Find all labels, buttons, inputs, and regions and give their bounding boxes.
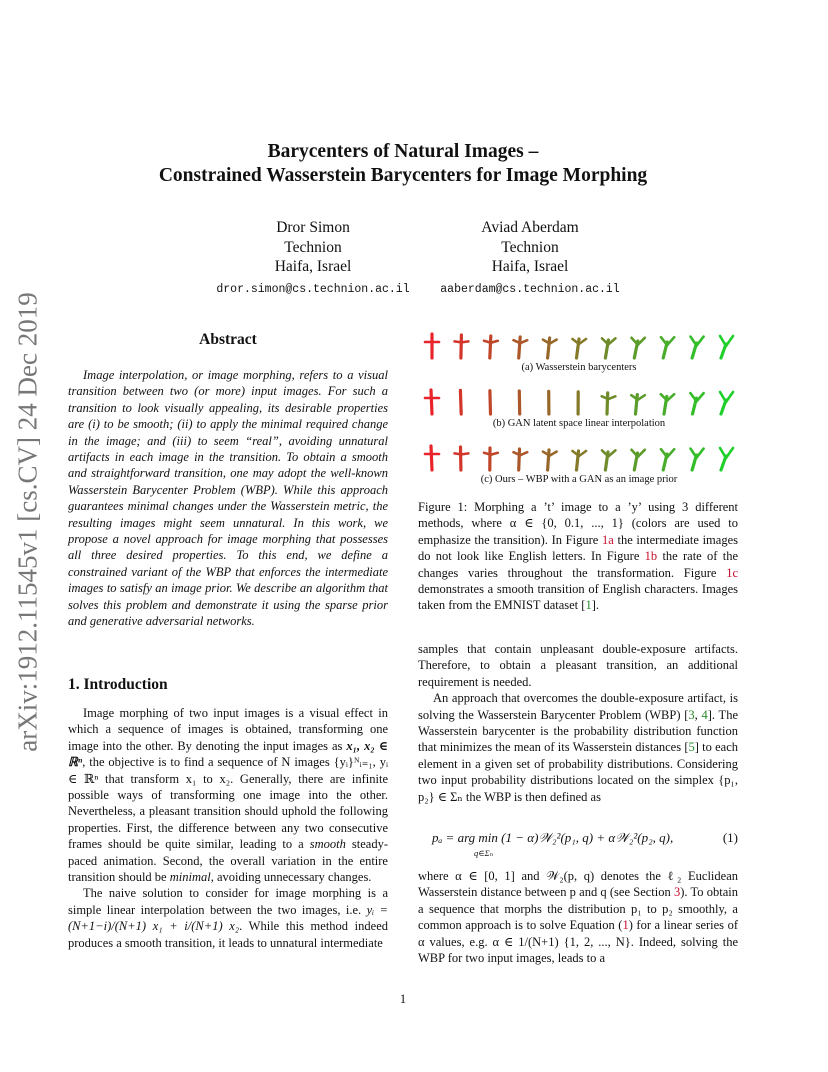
morph-glyph [455, 447, 469, 470]
figure-caption [418, 499, 738, 614]
intro-paragraph-2: The naive solution to consider for image morphing is a simple linear interpolation between the two images, i.e. yᵢ = (N+1−i)/(N+1) x₁ + i/(N+1) x₂. While this method indeed produces a smooth transition, it leads to unnatural intermediate [68, 886, 388, 950]
intro-left-column [68, 705, 388, 951]
intro-right-column [418, 641, 738, 805]
morph-glyph [490, 391, 491, 414]
intro-right-paragraph-2: An approach that overcomes the double-exposure artifact, is solving the Wasserstein Barycenter Problem (WBP) [3, 4]. The Wasserstein barycenter is the probability distribution function that minimizes the mean of its Wasserstein distances [5] to each element in a given set of probability distributions. Considering two input probability distributions located on the simplex {p₁, p₂} ∈ Σₙ the WBP is then defined as [418, 691, 739, 804]
caption-text: ]. [591, 598, 599, 613]
morph-glyph [691, 337, 704, 358]
author-email[interactable]: aaberdam@cs.technion.ac.il [440, 282, 620, 296]
morph-glyph [455, 335, 469, 358]
morph-glyph [602, 393, 616, 414]
figure-row-b [418, 386, 740, 418]
intro-right-column-continued [418, 868, 738, 966]
morph-glyph [484, 336, 498, 358]
author-block-2 [400, 218, 660, 299]
morph-glyph [720, 448, 733, 470]
citation-ref[interactable]: 5 [688, 740, 695, 755]
arxiv-stamp-text: arXiv:1912.11545v1 [cs.CV] 24 Dec 2019 [12, 292, 43, 752]
intro-right-paragraph-1: samples that contain unpleasant double-exposure artifacts. Therefore, to obtain a pleasant transition, an additional requirement is needed. [418, 642, 738, 689]
morph-glyph [425, 390, 439, 414]
citation-ref[interactable]: 4 [701, 707, 708, 722]
title-line-2: Constrained Wasserstein Barycenters for Image Morphing [158, 165, 648, 186]
morph-glyph [720, 336, 733, 358]
morph-glyph [690, 393, 703, 414]
morph-glyph [425, 446, 439, 470]
morph-glyph [691, 449, 704, 470]
equation-subscript: q∈Σₙ [474, 848, 494, 858]
citation-ref[interactable]: 3 [688, 707, 695, 722]
subcaption-c: (c) Ours – WBP with a GAN as an image prior [480, 474, 678, 485]
morph-glyph [661, 337, 674, 358]
equation-main: pₐ = arg min (1 − α)𝒲₂²(p₁, q) + α𝒲₂²(p₂, q), [432, 830, 674, 845]
subcaption-a: (a) Wasserstein barycenters [521, 362, 637, 373]
equation-ref[interactable]: 1 [622, 918, 629, 933]
author-affiliation: Technion [284, 238, 342, 256]
caption-text: the rate of the changes varies throughout the transformation. Figure [418, 549, 738, 580]
paper-title [0, 140, 806, 188]
author-name: Dror Simon [276, 219, 350, 236]
morph-glyph [484, 448, 498, 470]
morph-glyph [720, 392, 733, 414]
figure-ref-1a[interactable]: 1a [601, 532, 614, 547]
intro-paragraph-1: Image morphing of two input images is a visual effect in which a sequence of images is obtained, transforming one image into the other. By denoting the input images as x₁, x₂ ∈ ℝⁿ, the objective is to find a sequence of N images {yᵢ}ᴺᵢ₌₁, yᵢ ∈ ℝⁿ that transform x₁ to x₂. Generally, there are infinite possible ways of transforming one image into the other. Nevertheless, a pleasant transition should uphold the following properties. First, the difference between any two consecutive frames should be quite similar, leading to a smooth steady-paced animation. Second, the overall variation in the entire transition should be minimal, avoiding unnecessary changes. [68, 706, 388, 885]
author-affiliation: Technion [501, 238, 559, 256]
morph-glyph [661, 394, 674, 414]
figure-row-a [418, 330, 740, 362]
author-email[interactable]: dror.simon@cs.technion.ac.il [216, 282, 410, 296]
section-heading-introduction: 1. Introduction [68, 676, 168, 693]
figure-ref-1b[interactable]: 1b [644, 549, 658, 564]
morph-glyph [632, 338, 645, 358]
morph-glyph [514, 337, 528, 358]
equation-number: (1) [722, 830, 738, 845]
morph-glyph [602, 450, 615, 470]
author-location: Haifa, Israel [491, 258, 569, 275]
morph-glyph [514, 449, 528, 470]
morph-glyph [632, 450, 645, 470]
section-ref[interactable]: 3 [673, 885, 681, 900]
page-number: 1 [399, 992, 407, 1006]
morph-glyph [543, 450, 557, 470]
morph-glyph [573, 339, 587, 358]
abstract-heading: Abstract [199, 331, 257, 348]
title-line-1: Barycenters of Natural Images – [267, 141, 539, 162]
morph-glyph [425, 334, 439, 358]
caption-text: Figure 1: Morphing a ’t’ image to a ’y’ using 3 different methods, where α ∈ {0, 0.1, ..., 1} (colors are used to emphasize the transition). In Figure [418, 500, 738, 547]
abstract-text: Image interpolation, or image morphing, refers to a visual transition between two (or more) input images. For such a transition to look visually appealing, its desirable properties are (i) to be smooth; (ii) to apply the minimal required change in the image; and (iii) to seem “real”, avoiding unnatural artifacts in each image in the transition. To obtain a smooth and straightforward transition, one may adopt the well-known Wasserstein Barycenter Problem (WBP). While this approach guarantees minimal changes under the Wasserstein metric, the resulting images might seem unnatural. In this work, we propose a novel approach for image morphing that possesses all three desired properties. To this end, we define a constrained variant of the WBP that enforces the intermediate images to satisfy an image prior. We describe an algorithm that solves this problem and demonstrate it using the sparse prior and generative adversarial networks. [68, 368, 388, 629]
author-location: Haifa, Israel [274, 258, 352, 275]
morph-glyph [573, 451, 587, 470]
author-name: Aviad Aberdam [481, 219, 579, 236]
arxiv-stamp [8, 282, 48, 762]
figure-row-c [418, 442, 740, 474]
morph-glyph [602, 338, 615, 358]
caption-text: demonstrates a smooth transition of English characters. Images taken from the EMNIST dataset [ [418, 582, 738, 613]
subcaption-b: (b) GAN latent space linear interpolation [492, 418, 666, 429]
morph-glyph [543, 338, 557, 358]
equation-1 [418, 826, 738, 860]
citation-ref[interactable]: 1 [585, 598, 592, 613]
caption-text: the intermediate images do not look like English letters. In Figure [418, 532, 738, 564]
morph-glyph [661, 449, 674, 470]
intro-right-paragraph-3: where α ∈ [0, 1] and 𝒲₂(p, q) denotes the ℓ₂ Euclidean Wasserstein distance between p and q (see Section 3). To obtain a sequence that morphs the distribution p₁ to p₂ smoothly, a common approach is to solve Equation (1) for a linear series of α values, e.g. α ∈ 1/(N+1) {1, 2, ..., N}. Indeed, solving the WBP for two input images, leads to a [418, 869, 738, 966]
figure-ref-1c[interactable]: 1c [726, 565, 738, 580]
morph-glyph [631, 395, 645, 414]
morph-glyph [460, 390, 461, 414]
